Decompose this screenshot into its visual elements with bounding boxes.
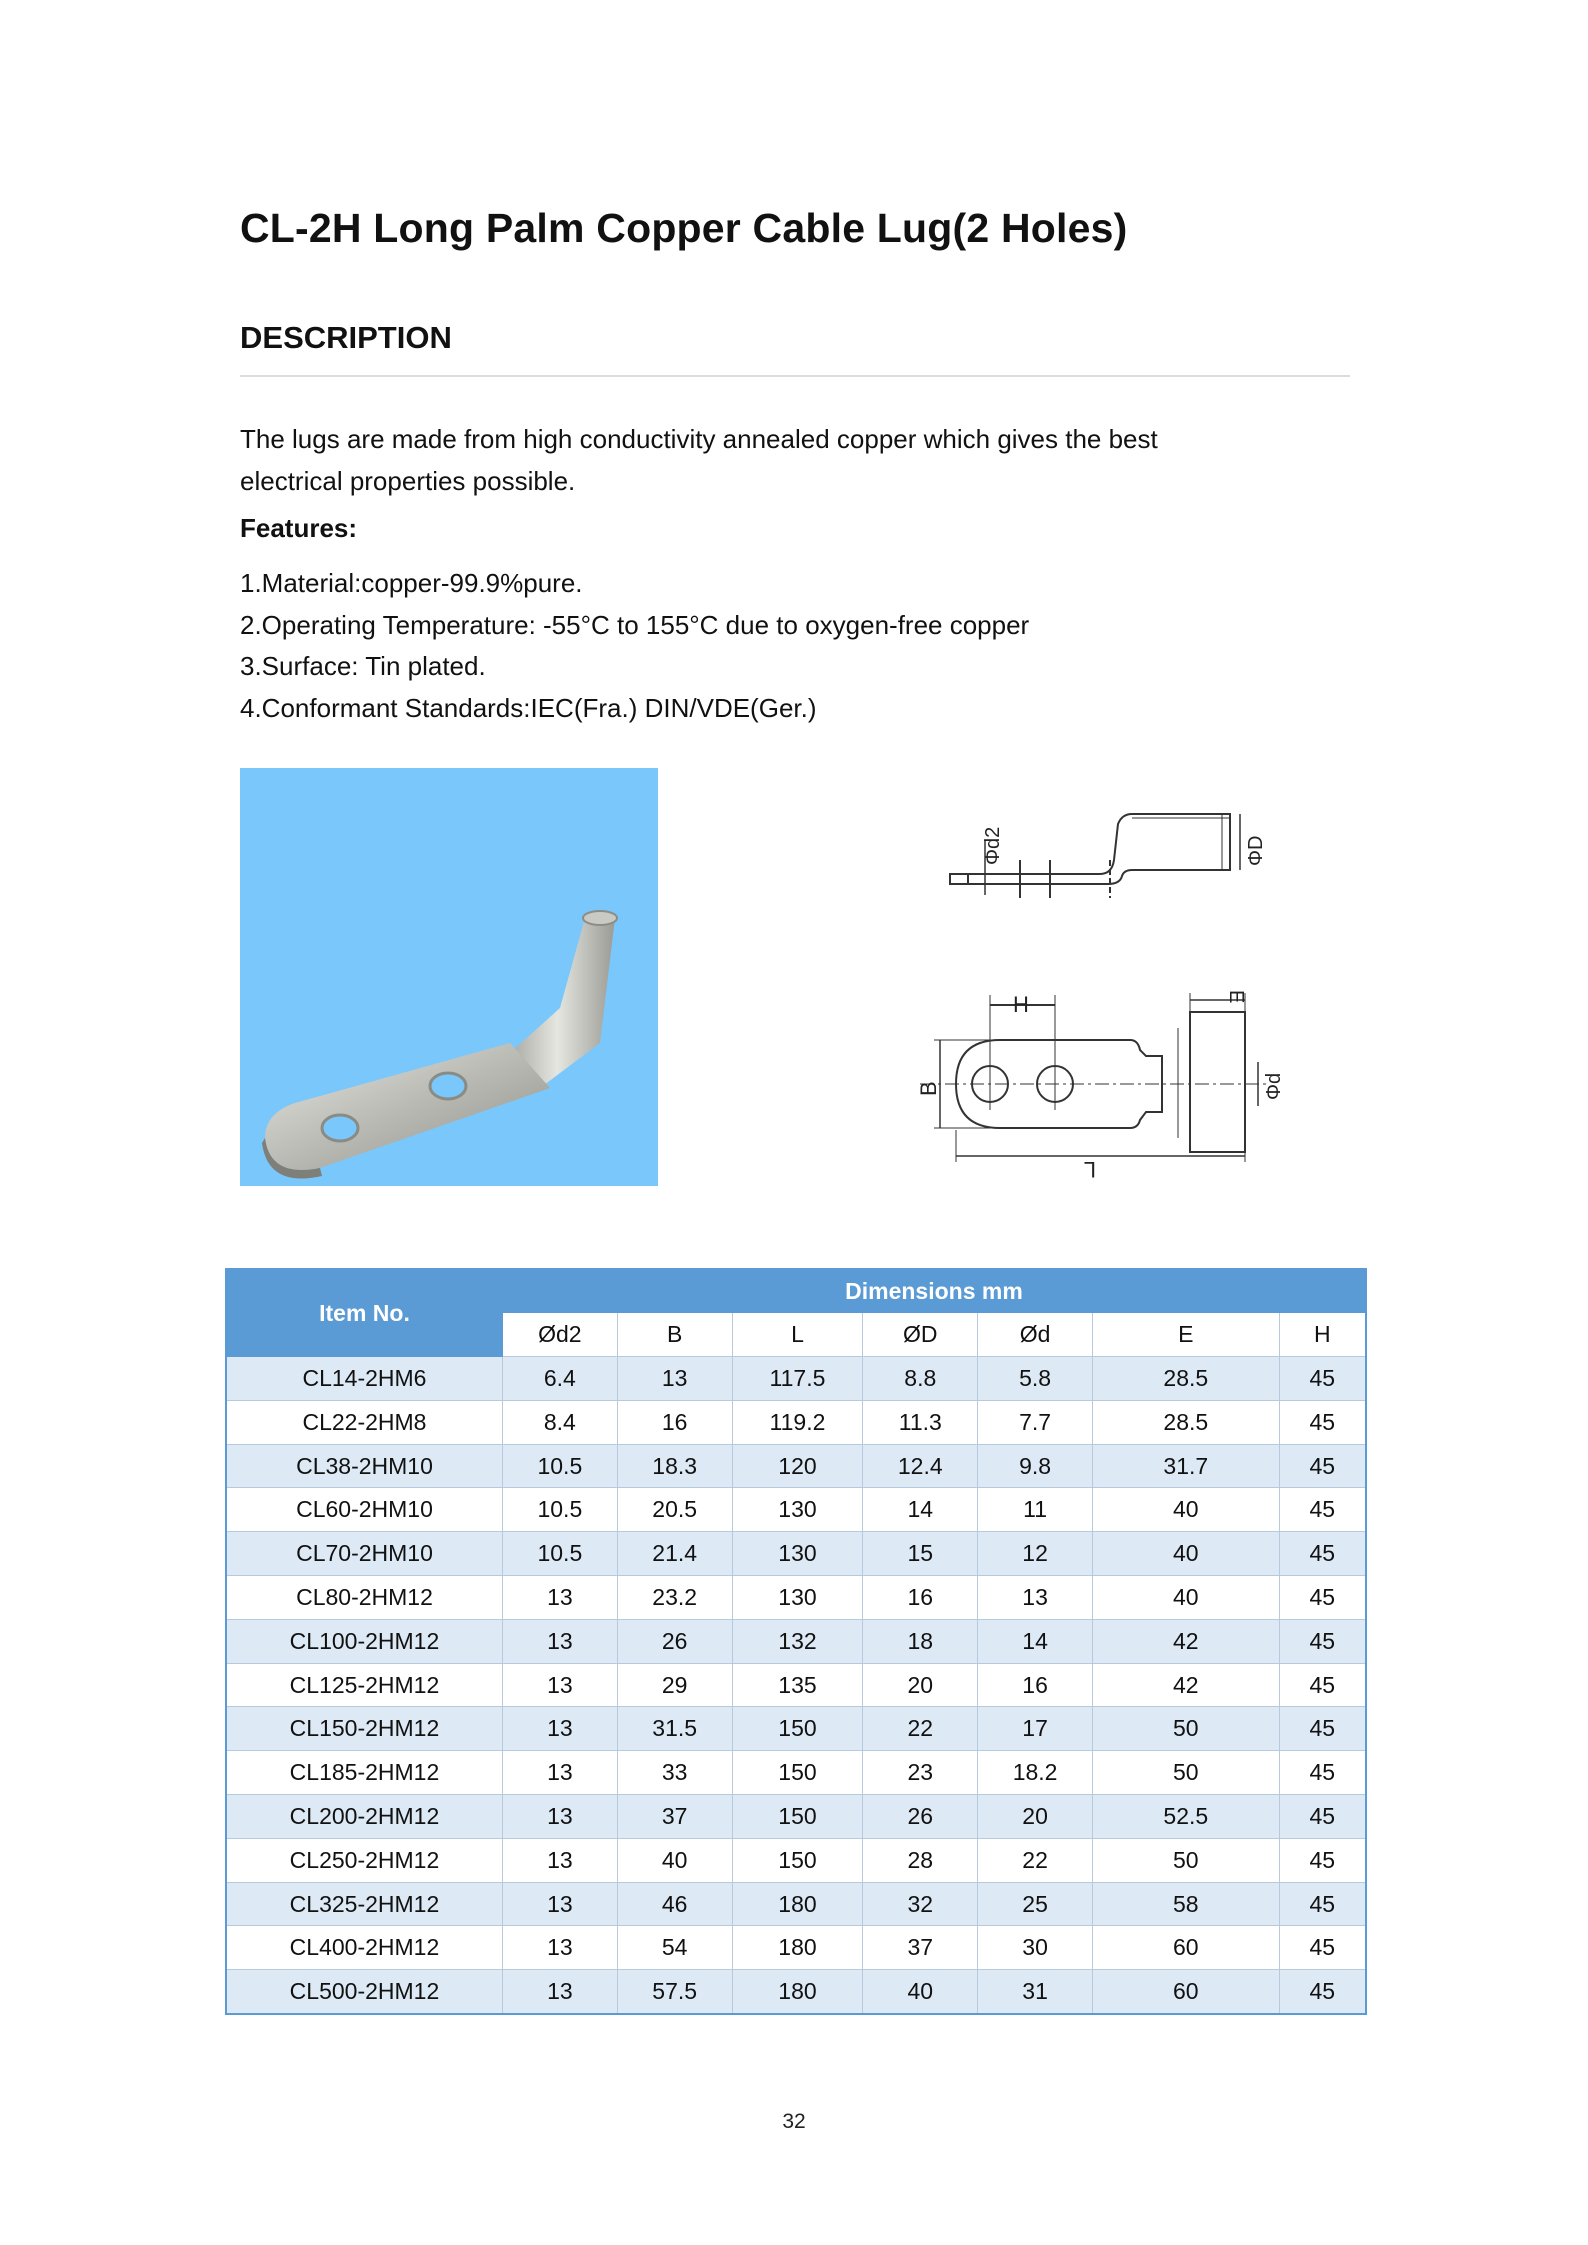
label-L: L — [1083, 1157, 1096, 1182]
feature-item: 3.Surface: Tin plated. — [240, 651, 486, 681]
feature-item: 4.Conformant Standards:IEC(Fra.) DIN/VDE(Ger.) — [240, 692, 817, 723]
dimension-cell: 10.5 — [502, 1444, 617, 1488]
dimension-cell: 8.4 — [502, 1400, 617, 1444]
dimension-cell: 28.5 — [1093, 1400, 1280, 1444]
dimension-cell: 11 — [978, 1488, 1093, 1532]
dimension-cell: 10.5 — [502, 1532, 617, 1576]
label-B: B — [916, 1081, 941, 1096]
table-row — [226, 1882, 1366, 1926]
product-photo — [240, 768, 658, 1186]
dimension-cell: 37 — [617, 1795, 732, 1839]
dimension-cell: 9.8 — [978, 1444, 1093, 1488]
item-number-cell: CL400-2HM12 — [226, 1926, 502, 1970]
dimensions-header: Dimensions mm — [502, 1269, 1366, 1313]
dimension-cell: 32 — [863, 1882, 978, 1926]
table-row — [226, 1619, 1366, 1663]
dimension-cell: 13 — [502, 1838, 617, 1882]
dimension-cell: 150 — [732, 1838, 863, 1882]
dimension-cell: 26 — [863, 1795, 978, 1839]
dimension-cell: 50 — [1093, 1838, 1280, 1882]
dimension-cell: 7.7 — [978, 1400, 1093, 1444]
description — [240, 418, 1240, 502]
dimension-cell: 130 — [732, 1576, 863, 1620]
item-number-cell: CL14-2HM6 — [226, 1357, 502, 1401]
dimension-cell: 14 — [863, 1488, 978, 1532]
label-d2: Φd2 — [982, 826, 1004, 865]
column-header: ØD — [863, 1313, 978, 1357]
dimension-cell: 11.3 — [863, 1400, 978, 1444]
table-row — [226, 1838, 1366, 1882]
dimension-cell: 13 — [502, 1795, 617, 1839]
features-list — [240, 563, 1029, 729]
table-row — [226, 1795, 1366, 1839]
dimension-cell: 45 — [1279, 1357, 1366, 1401]
dimension-cell: 45 — [1279, 1882, 1366, 1926]
dimension-cell: 21.4 — [617, 1532, 732, 1576]
divider — [240, 375, 1350, 377]
item-no-header: Item No. — [226, 1269, 502, 1357]
item-number-cell: CL38-2HM10 — [226, 1444, 502, 1488]
dimension-cell: 132 — [732, 1619, 863, 1663]
dimension-cell: 17 — [978, 1707, 1093, 1751]
dimension-cell: 45 — [1279, 1444, 1366, 1488]
dimension-cell: 60 — [1093, 1970, 1280, 2014]
dimension-cell: 42 — [1093, 1619, 1280, 1663]
column-header: L — [732, 1313, 863, 1357]
item-number-cell: CL125-2HM12 — [226, 1663, 502, 1707]
dimension-cell: 45 — [1279, 1970, 1366, 2014]
dimension-cell: 16 — [863, 1576, 978, 1620]
dimension-cell: 13 — [502, 1926, 617, 1970]
dimension-cell: 16 — [617, 1400, 732, 1444]
column-header: E — [1093, 1313, 1280, 1357]
dimension-cell: 40 — [863, 1970, 978, 2014]
dimension-cell: 6.4 — [502, 1357, 617, 1401]
dimension-cell: 28 — [863, 1838, 978, 1882]
label-D: ΦD — [1245, 835, 1267, 866]
dimension-cell: 45 — [1279, 1400, 1366, 1444]
dimension-cell: 45 — [1279, 1926, 1366, 1970]
dimension-cell: 13 — [502, 1751, 617, 1795]
dimension-cell: 33 — [617, 1751, 732, 1795]
dimension-cell: 8.8 — [863, 1357, 978, 1401]
dimension-cell: 22 — [978, 1838, 1093, 1882]
dimension-cell: 18 — [863, 1619, 978, 1663]
side-view — [950, 814, 1267, 898]
cable-lug-image — [240, 768, 658, 1186]
dimension-cell: 57.5 — [617, 1970, 732, 2014]
table-row — [226, 1532, 1366, 1576]
dimension-cell: 40 — [1093, 1532, 1280, 1576]
dimension-cell: 25 — [978, 1882, 1093, 1926]
dimension-cell: 42 — [1093, 1663, 1280, 1707]
table-row — [226, 1926, 1366, 1970]
dimension-cell: 20 — [863, 1663, 978, 1707]
page-title: CL-2H Long Palm Copper Cable Lug(2 Holes) — [240, 205, 1128, 251]
dimension-cell: 45 — [1279, 1795, 1366, 1839]
dimension-cell: 12.4 — [863, 1444, 978, 1488]
dimension-cell: 50 — [1093, 1707, 1280, 1751]
dimension-cell: 130 — [732, 1532, 863, 1576]
table-row — [226, 1751, 1366, 1795]
dimension-cell: 13 — [617, 1357, 732, 1401]
dimension-cell: 180 — [732, 1970, 863, 2014]
dimension-cell: 58 — [1093, 1882, 1280, 1926]
label-E: E — [1225, 990, 1247, 1004]
dimension-cell: 40 — [1093, 1576, 1280, 1620]
dimension-cell: 26 — [617, 1619, 732, 1663]
column-header: Ød2 — [502, 1313, 617, 1357]
dimension-cell: 15 — [863, 1532, 978, 1576]
dimension-cell: 13 — [502, 1663, 617, 1707]
dimension-cell: 45 — [1279, 1488, 1366, 1532]
dimension-cell: 5.8 — [978, 1357, 1093, 1401]
dimension-cell: 31.5 — [617, 1707, 732, 1751]
dimension-cell: 45 — [1279, 1751, 1366, 1795]
dimension-cell: 20.5 — [617, 1488, 732, 1532]
dimension-cell: 40 — [1093, 1488, 1280, 1532]
dimension-cell: 29 — [617, 1663, 732, 1707]
dimension-cell: 14 — [978, 1619, 1093, 1663]
dimension-cell: 13 — [502, 1619, 617, 1663]
features-label: Features: — [240, 513, 358, 543]
dimension-cell: 12 — [978, 1532, 1093, 1576]
dimension-cell: 45 — [1279, 1707, 1366, 1751]
dimension-cell: 45 — [1279, 1532, 1366, 1576]
dimension-cell: 180 — [732, 1882, 863, 1926]
label-H: H — [1013, 992, 1029, 1017]
table-row — [226, 1357, 1366, 1401]
dimension-cell: 23.2 — [617, 1576, 732, 1620]
dimension-cell: 150 — [732, 1707, 863, 1751]
dimension-cell: 18.3 — [617, 1444, 732, 1488]
dimension-cell: 13 — [978, 1576, 1093, 1620]
dimension-cell: 46 — [617, 1882, 732, 1926]
dimension-cell: 120 — [732, 1444, 863, 1488]
dimension-cell: 45 — [1279, 1838, 1366, 1882]
table-body — [226, 1357, 1366, 2014]
dimension-cell: 135 — [732, 1663, 863, 1707]
item-number-cell: CL185-2HM12 — [226, 1751, 502, 1795]
item-number-cell: CL250-2HM12 — [226, 1838, 502, 1882]
dimension-cell: 22 — [863, 1707, 978, 1751]
dimension-cell: 23 — [863, 1751, 978, 1795]
description-line: electrical properties possible. — [240, 466, 576, 496]
section-heading: DESCRIPTION — [240, 320, 452, 355]
item-number-cell: CL150-2HM12 — [226, 1707, 502, 1751]
dimension-cell: 13 — [502, 1970, 617, 2014]
dimension-cell: 50 — [1093, 1751, 1280, 1795]
dimension-cell: 40 — [617, 1838, 732, 1882]
table-row — [226, 1488, 1366, 1532]
top-view — [916, 990, 1285, 1182]
dimension-cell: 30 — [978, 1926, 1093, 1970]
dimension-cell: 119.2 — [732, 1400, 863, 1444]
dimension-cell: 37 — [863, 1926, 978, 1970]
dimension-cell: 31 — [978, 1970, 1093, 2014]
table-row — [226, 1663, 1366, 1707]
table-row — [226, 1970, 1366, 2014]
dimension-cell: 150 — [732, 1795, 863, 1839]
table-row — [226, 1400, 1366, 1444]
dimension-cell: 45 — [1279, 1576, 1366, 1620]
item-number-cell: CL200-2HM12 — [226, 1795, 502, 1839]
item-number-cell: CL500-2HM12 — [226, 1970, 502, 2014]
dimension-cell: 13 — [502, 1707, 617, 1751]
dimension-cell: 45 — [1279, 1663, 1366, 1707]
dimension-cell: 13 — [502, 1576, 617, 1620]
page-number: 32 — [782, 2110, 806, 2133]
dimension-cell: 117.5 — [732, 1357, 863, 1401]
dimension-cell: 18.2 — [978, 1751, 1093, 1795]
dimension-cell: 10.5 — [502, 1488, 617, 1532]
table-header-row — [226, 1269, 1366, 1313]
dimension-cell: 20 — [978, 1795, 1093, 1839]
item-number-cell: CL80-2HM12 — [226, 1576, 502, 1620]
item-number-cell: CL325-2HM12 — [226, 1882, 502, 1926]
dimensions-table — [225, 1268, 1367, 2015]
dimension-cell: 130 — [732, 1488, 863, 1532]
item-number-cell: CL100-2HM12 — [226, 1619, 502, 1663]
dimension-cell: 52.5 — [1093, 1795, 1280, 1839]
dimension-cell: 31.7 — [1093, 1444, 1280, 1488]
column-header: H — [1279, 1313, 1366, 1357]
dimension-cell: 54 — [617, 1926, 732, 1970]
column-header: B — [617, 1313, 732, 1357]
dimension-cell: 16 — [978, 1663, 1093, 1707]
dimension-cell: 60 — [1093, 1926, 1280, 1970]
dimension-cell: 180 — [732, 1926, 863, 1970]
description-line: The lugs are made from high conductivity annealed copper which gives the best — [240, 424, 1158, 454]
table-row — [226, 1576, 1366, 1620]
item-number-cell: CL60-2HM10 — [226, 1488, 502, 1532]
feature-item: 2.Operating Temperature: -55°C to 155°C due to oxygen-free copper — [240, 609, 1030, 640]
dimension-cell: 28.5 — [1093, 1357, 1280, 1401]
label-d: Φd — [1263, 1072, 1285, 1100]
table-row — [226, 1444, 1366, 1488]
column-header: Ød — [978, 1313, 1093, 1357]
dimension-cell: 150 — [732, 1751, 863, 1795]
table-row — [226, 1707, 1366, 1751]
item-number-cell: CL22-2HM8 — [226, 1400, 502, 1444]
item-number-cell: CL70-2HM10 — [226, 1532, 502, 1576]
dimension-cell: 45 — [1279, 1619, 1366, 1663]
feature-item: 1.Material:copper-99.9%pure. — [240, 568, 583, 598]
dimension-cell: 13 — [502, 1882, 617, 1926]
technical-drawing — [900, 800, 1285, 1190]
